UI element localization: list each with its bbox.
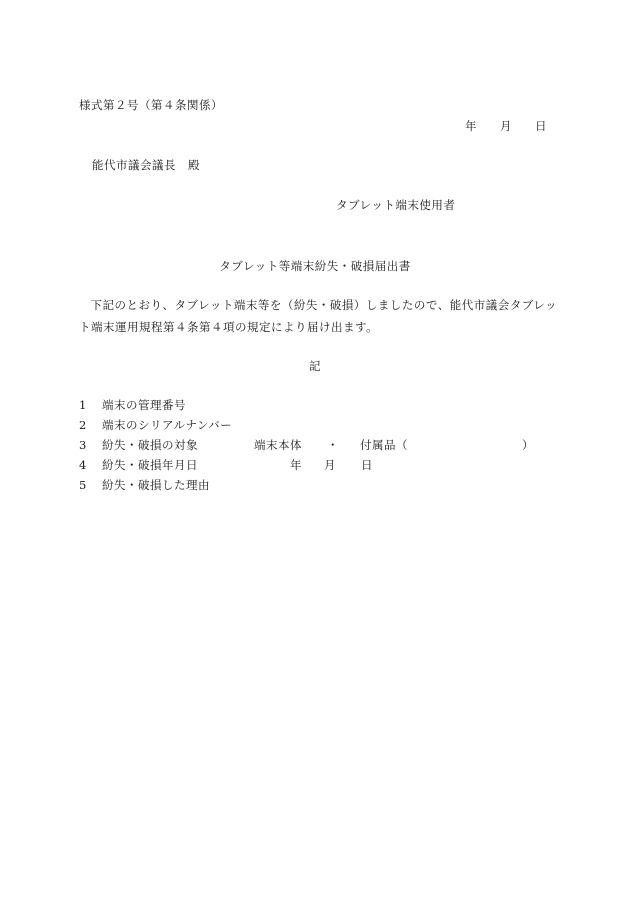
list-item — [79, 455, 559, 475]
item-number: 1 — [79, 398, 87, 412]
item-list — [79, 395, 559, 495]
list-item — [79, 395, 559, 415]
item-number: 3 — [79, 438, 87, 452]
form-number: 様式第２号（第４条関係） — [79, 98, 223, 112]
addressee: 能代市議会議長 殿 — [92, 158, 200, 172]
date-month-label: 月 — [500, 119, 512, 133]
list-item — [79, 435, 559, 455]
item-label: 紛失・破損の対象 — [102, 438, 198, 452]
applicant-label: タブレット端末使用者 — [336, 198, 456, 212]
loss-date-day-label: 日 — [361, 458, 373, 472]
date-day-label: 日 — [535, 119, 547, 133]
list-item — [79, 415, 559, 435]
loss-date-month-label: 月 — [324, 458, 336, 472]
body-paragraph: 下記のとおり、タブレット端末等を（紛失・破損）しましたので、能代市議会タブレット端末運用規程第４条第４項の規定により届け出ます。 — [79, 298, 558, 334]
item-label: 紛失・破損年月日 — [102, 458, 198, 472]
option-separator: ・ — [327, 438, 339, 452]
date-year-label: 年 — [465, 119, 477, 133]
item-number: 4 — [79, 458, 87, 472]
item-label: 紛失・破損した理由 — [102, 478, 210, 492]
item-label: 端末の管理番号 — [102, 398, 186, 412]
item-label: 端末のシリアルナンバー — [102, 418, 233, 432]
item-number: 5 — [79, 478, 87, 492]
option-device-body: 端末本体 — [254, 438, 302, 452]
option-accessory: 付属品（ — [360, 438, 408, 452]
document-title: タブレット等端末紛失・破損届出書 — [219, 259, 411, 273]
loss-date-year-label: 年 — [290, 458, 302, 472]
option-close-paren: ） — [522, 438, 534, 452]
ki-heading: 記 — [309, 359, 321, 373]
item-number: 2 — [79, 418, 87, 432]
list-item — [79, 475, 559, 495]
submission-date — [465, 118, 547, 134]
